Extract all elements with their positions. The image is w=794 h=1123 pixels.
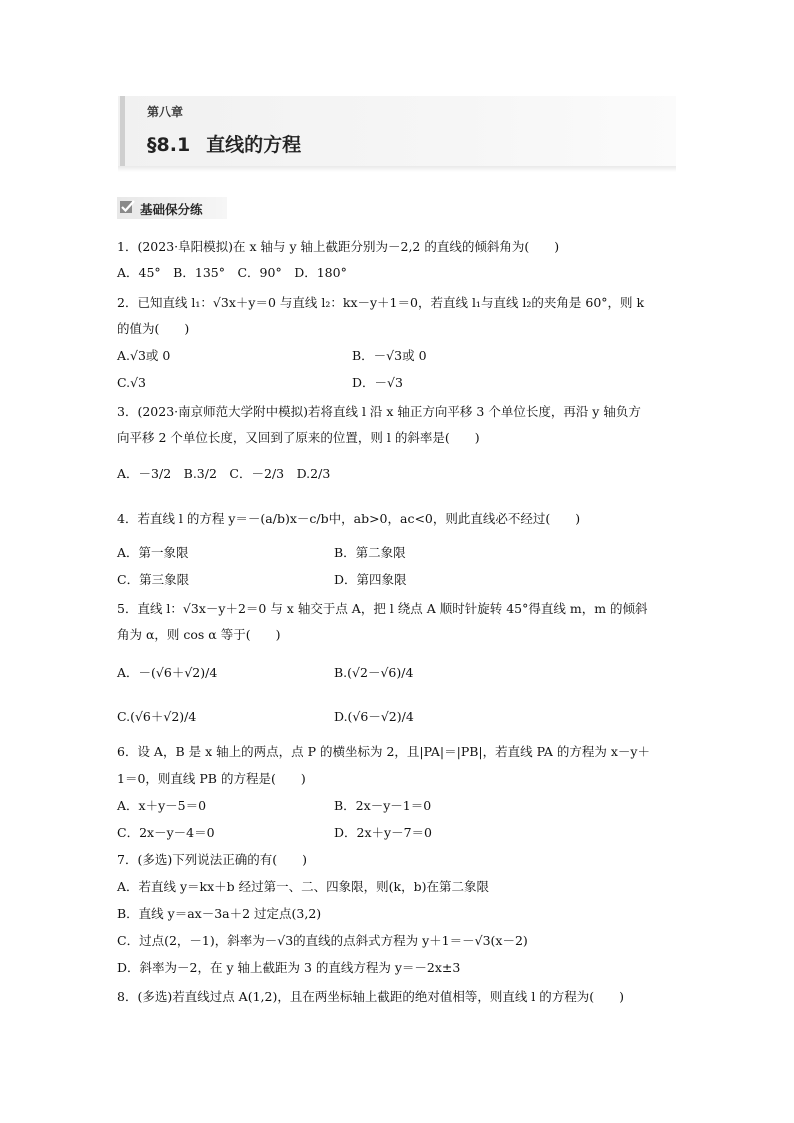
q2-option-c: C.√3 (117, 375, 147, 390)
q2-option-d: D．－√3 (352, 375, 403, 390)
header-shadow (118, 166, 676, 172)
q5-option-d: D.(√6－√2)/4 (334, 709, 414, 724)
q1-options: A．45° B．135° C．90° D．180° (117, 265, 347, 280)
q6-stem-line1: 6．设 A，B 是 x 轴上的两点，点 P 的横坐标为 2，且|PA|＝|PB|，若直线 PA 的方程为 x－y＋ (117, 744, 650, 759)
q4-stem: 4．若直线 l 的方程 y＝－(a/b)x－c/b中，ab>0，ac<0，则此直线必不经过( ) (117, 511, 581, 526)
checkbox-check-icon (119, 199, 135, 215)
q2-option-a: A.√3或 0 (117, 348, 171, 363)
header-accent-bar (120, 96, 125, 166)
q7-option-c: C．过点(2，－1)，斜率为－√3的直线的点斜式方程为 y＋1＝－√3(x－2) (117, 933, 528, 948)
q8-stem: 8．(多选)若直线过点 A(1,2)，且在两坐标轴上截距的绝对值相等，则直线 l 的方程为( ) (117, 989, 625, 1004)
q2-stem-line1: 2．已知直线 l₁：√3x＋y＝0 与直线 l₂：kx－y＋1＝0，若直线 l₁与直线 l₂的夹角是 60°，则 k (117, 295, 645, 310)
chapter-label: 第八章 (147, 105, 184, 119)
q7-option-b: B．直线 y＝ax－3a＋2 过定点(3,2) (117, 906, 322, 921)
q6-option-b: B．2x－y－1＝0 (334, 798, 432, 813)
q1-stem-text: 1．(2023·阜阳模拟)在 x 轴与 y 轴上截距分别为－2,2 的直线的倾斜角为( ) (117, 239, 560, 254)
q5-option-a: A．－(√6＋√2)/4 (117, 665, 218, 680)
section-badge (117, 197, 227, 219)
q4-option-b: B．第二象限 (334, 545, 406, 560)
q5-stem-line1: 5．直线 l：√3x－y＋2＝0 与 x 轴交于点 A，把 l 绕点 A 顺时针旋转 45°得直线 m，m 的倾斜 (117, 601, 648, 616)
q7-stem: 7．(多选)下列说法正确的有( ) (117, 852, 307, 867)
q5-stem-line2: 角为 α，则 cos α 等于( ) (117, 627, 281, 642)
q7-option-a: A．若直线 y＝kx＋b 经过第一、二、四象限，则(k，b)在第二象限 (117, 879, 489, 894)
q1-stem (117, 239, 559, 255)
q6-stem-line2: 1＝0，则直线 PB 的方程是( ) (117, 771, 306, 786)
q3-options: A．－3/2 B.3/2 C．－2/3 D.2/3 (117, 466, 331, 481)
q5-option-c: C.(√6＋√2)/4 (117, 709, 197, 724)
q4-option-c: C．第三象限 (117, 572, 190, 587)
section-badge-label: 基础保分练 (140, 202, 203, 217)
q6-option-d: D．2x＋y－7＝0 (334, 825, 432, 840)
section-title-text: 直线的方程 (206, 134, 302, 156)
section-number: §8.1 (147, 134, 191, 156)
q4-option-a: A．第一象限 (117, 545, 189, 560)
q2-option-b: B．－√3或 0 (352, 348, 427, 363)
q6-option-a: A．x＋y－5＝0 (117, 798, 207, 813)
q5-option-b: B.(√2－√6)/4 (334, 665, 414, 680)
q6-option-c: C．2x－y－4＝0 (117, 825, 215, 840)
q4-option-d: D．第四象限 (334, 572, 407, 587)
q2-stem-line2: 的值为( ) (117, 321, 190, 336)
q7-option-d: D．斜率为－2，在 y 轴上截距为 3 的直线方程为 y＝－2x±3 (117, 960, 461, 975)
section-title (147, 130, 301, 157)
q3-stem-line1: 3．(2023·南京师范大学附中模拟)若将直线 l 沿 x 轴正方向平移 3 个单位长度，再沿 y 轴负方 (117, 404, 641, 419)
q3-stem-line2: 向平移 2 个单位长度，又回到了原来的位置，则 l 的斜率是( ) (117, 430, 480, 445)
